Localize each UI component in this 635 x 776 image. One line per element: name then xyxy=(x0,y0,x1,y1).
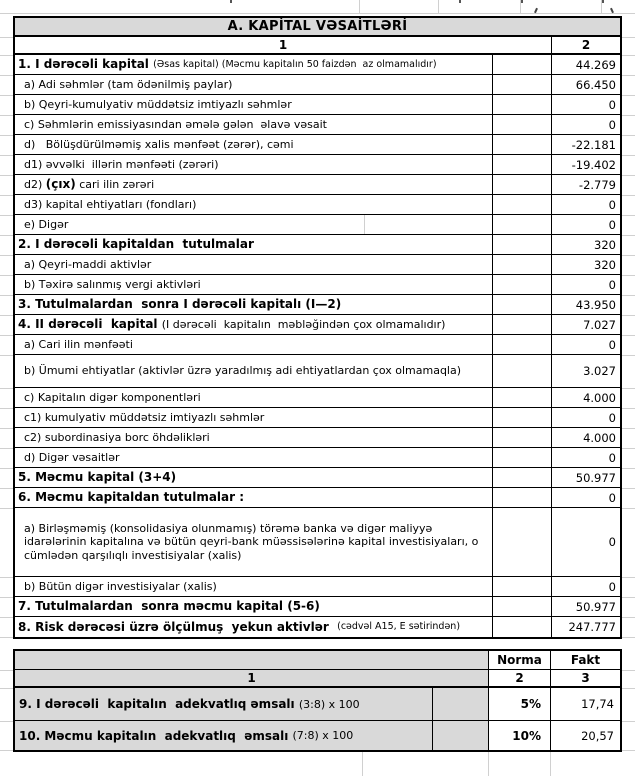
gridline xyxy=(622,175,635,176)
row-label xyxy=(15,215,492,234)
gridline xyxy=(488,752,489,776)
table-row xyxy=(15,215,620,235)
spacer-cell xyxy=(492,75,551,94)
row-label xyxy=(15,235,492,254)
spacer-cell xyxy=(492,55,551,74)
fakt-value: 20,57 xyxy=(550,721,620,750)
label-text: 6. Məcmu kapitaldan tutulmalar : xyxy=(18,490,245,505)
row-label xyxy=(15,315,492,334)
spacer-cell xyxy=(492,295,551,314)
gridline xyxy=(622,750,635,751)
gridline xyxy=(0,508,13,509)
spacer-cell xyxy=(492,95,551,114)
row-label xyxy=(15,617,492,637)
gridline xyxy=(622,408,635,409)
table-row xyxy=(15,508,620,577)
label-text: c) Kapitalın digər komponentləri xyxy=(24,390,201,404)
cutoff-text-mark xyxy=(521,0,523,3)
col-header-1: 1 xyxy=(278,38,288,52)
spacer-cell xyxy=(492,428,551,447)
gridline xyxy=(0,275,13,276)
label-text: 9. I dərəcəli kapitalın adekvatlıq əmsalı xyxy=(19,697,299,711)
spacer-cell xyxy=(492,468,551,487)
table-row xyxy=(15,235,620,255)
gridline xyxy=(622,597,635,598)
gridline xyxy=(622,295,635,296)
column-number-row xyxy=(15,670,620,688)
table-row xyxy=(15,135,620,155)
label-text: cari ilin zərəri xyxy=(75,177,155,191)
row-label xyxy=(15,597,492,616)
label-text: 10. Məcmu kapitalın adekvatlıq əmsalı xyxy=(19,728,293,743)
table-row xyxy=(15,688,620,721)
row-value: 320 xyxy=(551,235,620,254)
row-label xyxy=(15,115,492,134)
spacer-cell xyxy=(492,275,551,294)
spacer-cell xyxy=(492,255,551,274)
row-label xyxy=(15,195,492,214)
col-header-2: 2 xyxy=(551,37,620,53)
cutoff-text-mark xyxy=(459,0,461,3)
label-text: d2) xyxy=(24,177,46,191)
gridline xyxy=(622,315,635,316)
table-title: A. KAPİTAL VƏSAİTLƏRİ xyxy=(15,18,620,37)
table-row xyxy=(15,468,620,488)
table-row xyxy=(15,195,620,215)
cutoff-text-mark xyxy=(602,0,604,3)
gridline xyxy=(0,115,13,116)
gridline xyxy=(0,155,13,156)
label-text: a) Qeyri-maddi aktivlər xyxy=(24,257,152,271)
gridline xyxy=(0,721,13,722)
column-header-row xyxy=(15,37,620,55)
gridline xyxy=(622,448,635,449)
gridline xyxy=(0,95,13,96)
row-value: 0 xyxy=(551,488,620,507)
gridline xyxy=(0,315,13,316)
gridline xyxy=(622,215,635,216)
label-text: c2) subordinasiya borc öhdəlikləri xyxy=(24,430,210,444)
row-value: 4.000 xyxy=(551,388,620,407)
row-label xyxy=(15,721,432,750)
table-row xyxy=(15,488,620,508)
col-header-1: 1 xyxy=(15,670,488,686)
gridline xyxy=(0,597,13,598)
gridline xyxy=(0,688,13,689)
row-label xyxy=(15,468,492,487)
table-row xyxy=(15,115,620,135)
norma-fakt-header-row xyxy=(15,651,620,670)
label-text: (7:8) x 100 xyxy=(292,729,354,742)
gridline xyxy=(622,95,635,96)
gridline xyxy=(0,55,13,56)
row-label xyxy=(15,408,492,427)
label-text: d1) əvvəlki illərin mənfəəti (zərəri) xyxy=(24,157,219,171)
spacer-cell xyxy=(492,335,551,354)
row-label xyxy=(15,155,492,174)
gridline xyxy=(0,355,13,356)
table-row xyxy=(15,448,620,468)
table-row xyxy=(15,408,620,428)
gridline xyxy=(622,688,635,689)
row-value: 0 xyxy=(551,195,620,214)
row-label xyxy=(15,135,492,154)
gridline xyxy=(622,388,635,389)
row-label xyxy=(15,295,492,314)
table-row xyxy=(15,577,620,597)
table-body xyxy=(15,688,620,750)
row-label xyxy=(15,275,492,294)
gridline xyxy=(622,115,635,116)
label-text: a) Cari ilin mənfəəti xyxy=(24,337,133,351)
gridline xyxy=(622,428,635,429)
row-value: 320 xyxy=(551,255,620,274)
row-value: 247.777 xyxy=(551,617,620,637)
row-value: 44.269 xyxy=(551,55,620,74)
gridline xyxy=(364,215,365,234)
gridline xyxy=(622,617,635,618)
gridline xyxy=(0,13,635,14)
gridline xyxy=(0,577,13,578)
row-label xyxy=(15,255,492,274)
spacer-cell xyxy=(492,175,551,194)
gridline xyxy=(622,195,635,196)
gridline xyxy=(0,75,13,76)
gridline xyxy=(622,488,635,489)
label-text: (cədvəl A15, E sətirindən) xyxy=(337,621,461,633)
spacer-cell xyxy=(492,488,551,507)
gridline xyxy=(622,335,635,336)
row-value: 0 xyxy=(551,577,620,596)
label-text: d3) kapital ehtiyatları (fondları) xyxy=(24,197,197,211)
table-row xyxy=(15,388,620,408)
col-header-2: 2 xyxy=(488,670,550,686)
gridline xyxy=(0,428,13,429)
label-text: b) Bütün digər investisiyalar (xalis) xyxy=(24,579,217,593)
row-value: 66.450 xyxy=(551,75,620,94)
label-text: (Əsas kapital) (Məcmu kapitalın 50 faizdən az olmamalıdır) xyxy=(153,58,437,70)
spacer-cell xyxy=(492,617,551,637)
spacer-cell xyxy=(492,597,551,616)
gridline xyxy=(0,617,13,618)
label-text: d) Bölüşdürülməmiş xalis mənfəət (zərər), cəmi xyxy=(24,137,294,151)
table-row xyxy=(15,428,620,448)
spacer-cell xyxy=(492,577,551,596)
gridline xyxy=(622,670,635,671)
label-text: 2. I dərəcəli kapitaldan tutulmalar xyxy=(18,237,254,252)
gridline xyxy=(622,468,635,469)
spacer-cell xyxy=(492,235,551,254)
row-value: 0 xyxy=(551,335,620,354)
label-text: 1. I dərəcəli kapital xyxy=(18,57,154,72)
gridline xyxy=(0,175,13,176)
label-text: 5. Məcmu kapital (3+4) xyxy=(18,470,177,485)
gridline xyxy=(0,388,13,389)
spacer-cell xyxy=(492,388,551,407)
label-text: 3. Tutulmalardan sonra I dərəcəli kapitalı (I—2) xyxy=(18,297,342,312)
gridline xyxy=(622,355,635,356)
spacer-cell xyxy=(492,408,551,427)
label-text: c) Səhmlərin emissiyasından əmələ gələn əlavə vəsait xyxy=(24,117,327,131)
row-label xyxy=(15,688,432,720)
gridline xyxy=(0,408,13,409)
gridline xyxy=(0,195,13,196)
row-value: -2.779 xyxy=(551,175,620,194)
gridline xyxy=(622,721,635,722)
table-row xyxy=(15,95,620,115)
row-label xyxy=(15,355,492,387)
table-row xyxy=(15,275,620,295)
table-body xyxy=(15,55,620,637)
fakt-value: 17,74 xyxy=(550,688,620,720)
gridline xyxy=(622,637,635,638)
gridline xyxy=(0,448,13,449)
gridline xyxy=(0,670,13,671)
gridline xyxy=(0,255,13,256)
gridline xyxy=(622,577,635,578)
row-value: 7.027 xyxy=(551,315,620,334)
label-text: b) Təxirə salınmış vergi aktivləri xyxy=(24,277,201,291)
label-text: 4. II dərəcəli kapital xyxy=(18,317,162,332)
gridline xyxy=(622,135,635,136)
row-value: 3.027 xyxy=(551,355,620,387)
table-row xyxy=(15,355,620,388)
gridline xyxy=(359,0,360,14)
row-value: -22.181 xyxy=(551,135,620,154)
row-label xyxy=(15,75,492,94)
row-value: 43.950 xyxy=(551,295,620,314)
label-text: e) Digər xyxy=(24,217,69,231)
row-label xyxy=(15,55,492,74)
table-row xyxy=(15,315,620,335)
gridline xyxy=(438,0,439,14)
gridline xyxy=(0,637,13,638)
norma-value: 10% xyxy=(488,721,550,750)
spacer-cell xyxy=(492,215,551,234)
cutoff-text-mark xyxy=(230,0,232,3)
spacer-cell xyxy=(492,448,551,467)
row-label xyxy=(15,388,492,407)
gridline xyxy=(550,752,551,776)
table-row xyxy=(15,255,620,275)
gridline xyxy=(622,75,635,76)
table-row xyxy=(15,617,620,637)
gridline xyxy=(622,235,635,236)
table-row xyxy=(15,175,620,195)
gridline xyxy=(0,335,13,336)
table-row xyxy=(15,597,620,617)
spacer-cell xyxy=(492,315,551,334)
label-text: a) Adi səhmlər (tam ödənilmiş paylar) xyxy=(24,77,233,91)
gridline xyxy=(0,468,13,469)
row-value: 50.977 xyxy=(551,597,620,616)
label-text: d) Digər vəsaitlər xyxy=(24,450,120,464)
gridline xyxy=(0,215,13,216)
gridline xyxy=(0,235,13,236)
gridline xyxy=(0,135,13,136)
label-text: (çıx) xyxy=(45,177,76,192)
row-label xyxy=(15,577,492,596)
label-text: 8. Risk dərəcəsi üzrə ölçülmuş yekun aktivlər xyxy=(18,619,338,634)
label-text: 7. Tutulmalardan sonra məcmu kapital (5-6) xyxy=(18,599,320,614)
row-value: 0 xyxy=(551,408,620,427)
label-text: (3:8) x 100 xyxy=(298,697,360,711)
row-value: 0 xyxy=(551,115,620,134)
capital-table xyxy=(13,16,622,639)
spacer-cell xyxy=(492,115,551,134)
label-text: b) Ümumi ehtiyatlar (aktivlər üzrə yaradılmış adi ehtiyatlardan çox olmamaqla) xyxy=(24,364,462,378)
label-text: c1) kumulyativ müddətsiz imtiyazlı səhmlər xyxy=(24,410,265,424)
gridline xyxy=(362,752,363,776)
row-value: 50.977 xyxy=(551,468,620,487)
table-row xyxy=(15,721,620,750)
spacer-cell xyxy=(432,688,488,720)
gridline xyxy=(0,37,13,38)
row-label xyxy=(15,428,492,447)
gridline xyxy=(0,488,13,489)
row-value: 0 xyxy=(551,508,620,576)
spacer-cell xyxy=(492,355,551,387)
row-label xyxy=(15,508,492,576)
norma-value: 5% xyxy=(488,688,550,720)
row-label xyxy=(15,335,492,354)
row-label xyxy=(15,175,492,194)
adequacy-table xyxy=(13,649,622,752)
gridline xyxy=(622,37,635,38)
row-value: 0 xyxy=(551,95,620,114)
table-row xyxy=(15,55,620,75)
norma-header: Norma xyxy=(488,651,550,669)
blank-header-cell xyxy=(15,651,488,669)
spacer-cell xyxy=(492,195,551,214)
label-text: (I dərəcəli kapitalın məbləğindən çox olmamalıdır) xyxy=(161,317,446,331)
row-label xyxy=(15,95,492,114)
gridline xyxy=(622,275,635,276)
row-value: 0 xyxy=(551,275,620,294)
gridline xyxy=(622,255,635,256)
label-text: a) Birləşməmiş (konsolidasiya olunmamış) törəmə banka və digər maliyyə idarələrinin kapitalına və bütün qeyri-bank müəssisələrinə kapital investisiyaları, o cümlədən qarşılıqlı investisiyalar (xalis) xyxy=(24,521,482,562)
gridline xyxy=(0,750,13,751)
spacer-cell xyxy=(492,155,551,174)
col-header-3: 3 xyxy=(550,670,620,686)
spacer-cell xyxy=(492,135,551,154)
table-row xyxy=(15,155,620,175)
row-label xyxy=(15,448,492,467)
spacer-cell xyxy=(492,508,551,576)
row-value: 0 xyxy=(551,215,620,234)
gridline xyxy=(622,508,635,509)
gridline xyxy=(622,155,635,156)
row-value: 4.000 xyxy=(551,428,620,447)
spacer-cell xyxy=(432,721,488,750)
row-value: 0 xyxy=(551,448,620,467)
gridline xyxy=(0,295,13,296)
table-row xyxy=(15,295,620,315)
gridline xyxy=(622,55,635,56)
table-row xyxy=(15,335,620,355)
fakt-header: Fakt xyxy=(550,651,620,669)
row-label xyxy=(15,488,492,507)
label-text: b) Qeyri-kumulyativ müddətsiz imtiyazlı səhmlər xyxy=(24,97,292,111)
table-row xyxy=(15,75,620,95)
row-value: -19.402 xyxy=(551,155,620,174)
